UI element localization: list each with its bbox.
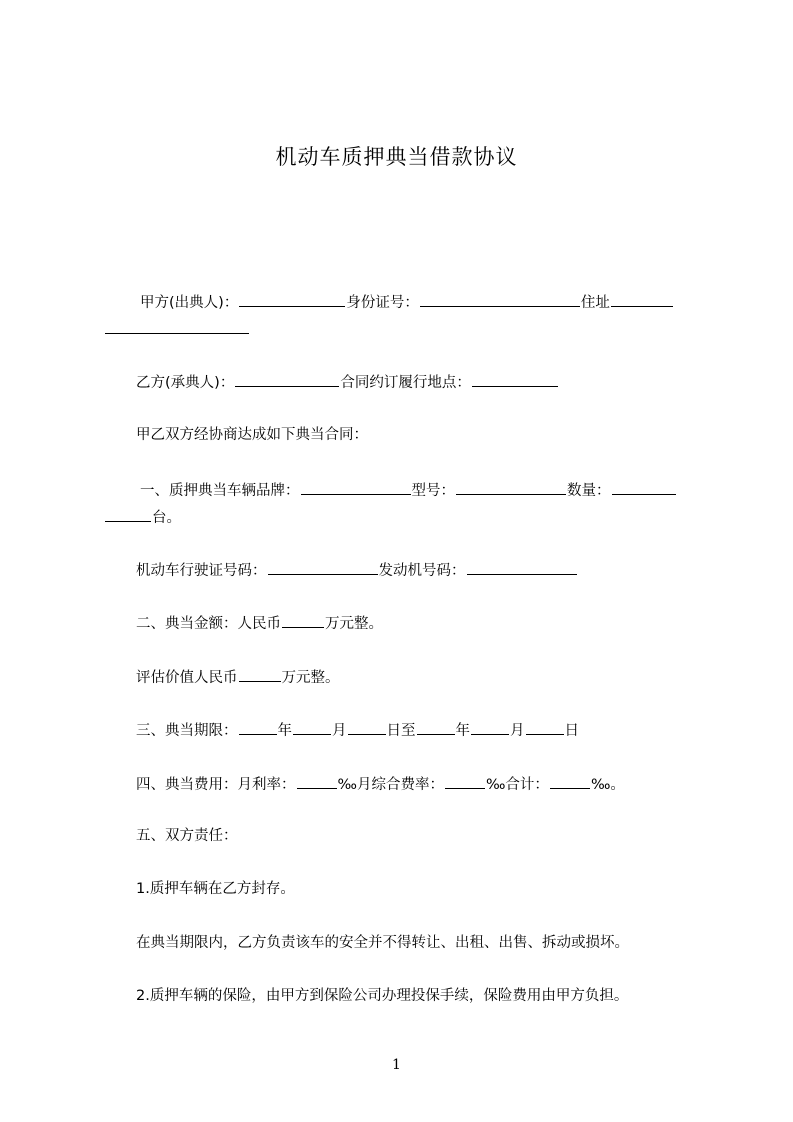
- period-end-year-blank: [417, 719, 455, 735]
- party-b-name-blank: [235, 371, 339, 387]
- party-b-place-label: 合同约订履行地点：: [340, 375, 471, 391]
- party-a-label: 甲方(出典人)：: [140, 295, 239, 311]
- valuation-blank: [239, 666, 281, 682]
- amount-line: [136, 612, 383, 634]
- clause1-detail-line: [136, 933, 629, 953]
- party-a-address-blank: [611, 291, 673, 307]
- amount-unit: 万元整。: [325, 616, 383, 632]
- page-number: 1: [392, 1057, 401, 1073]
- item1-quantity-blank-continued: [105, 506, 151, 522]
- clause2-line: [136, 986, 628, 1006]
- party-a-id-label: 身份证号：: [346, 295, 419, 311]
- party-b-place-blank: [472, 371, 558, 387]
- fees-label: 四、典当费用：月利率：: [136, 777, 296, 793]
- vehicle-engine-blank: [467, 559, 577, 575]
- intro-line: [136, 425, 368, 445]
- clause2-text: 2.质押车辆的保险，由甲方到保险公司办理投保手续，保险费用由甲方负担。: [136, 988, 629, 1004]
- valuation-unit: 万元整。: [281, 670, 340, 686]
- item1-unit: 台。: [152, 510, 181, 526]
- item1-brand-blank: [301, 479, 411, 495]
- period-month-1: 月: [332, 723, 347, 739]
- party-a-line: [140, 291, 674, 313]
- party-a-line-continued: [104, 318, 250, 340]
- fees-rate2-suffix: ‰合计：: [485, 777, 549, 793]
- period-label: 三、典当期限：: [136, 723, 238, 739]
- valuation-label: 评估价值人民币: [136, 670, 238, 686]
- clause1-detail-text: 在典当期限内，乙方负责该车的安全并不得转让、出租、出售、拆动或损坏。: [136, 935, 629, 951]
- item1-line-continued: [104, 506, 181, 528]
- fees-rate-suffix: ‰月综合费率：: [337, 777, 444, 793]
- period-end-day-blank: [526, 719, 564, 735]
- amount-blank: [282, 612, 324, 628]
- item1-model-blank: [456, 479, 566, 495]
- responsibilities-heading-line: [136, 826, 238, 846]
- vehicle-engine-label: 发动机号码：: [378, 563, 466, 579]
- item1-model-label: 型号：: [411, 483, 455, 499]
- period-year-1: 年: [277, 723, 292, 739]
- period-day-2: 日: [564, 723, 579, 739]
- period-month-2: 月: [510, 723, 525, 739]
- fees-composite-rate-blank: [445, 773, 485, 789]
- vehicle-ids-line: [136, 559, 578, 581]
- item1-line: [140, 479, 677, 501]
- fees-line: [136, 773, 625, 795]
- party-a-name-blank: [239, 291, 345, 307]
- vehicle-license-blank: [268, 559, 378, 575]
- fees-monthly-rate-blank: [297, 773, 337, 789]
- party-a-address-blank-continued: [105, 318, 249, 334]
- fees-total-blank: [550, 773, 590, 789]
- item1-quantity-label: 数量：: [567, 483, 611, 499]
- clause1-text: 1.质押车辆在乙方封存。: [136, 881, 295, 897]
- period-line: [136, 719, 579, 741]
- item1-quantity-blank: [612, 479, 676, 495]
- valuation-line: [136, 666, 340, 688]
- period-end-month-blank: [471, 719, 509, 735]
- intro-text: 甲乙双方经协商达成如下典当合同：: [136, 427, 368, 443]
- period-to: 日至: [386, 723, 416, 739]
- period-start-year-blank: [239, 719, 277, 735]
- period-year-2: 年: [455, 723, 470, 739]
- clause1-line: [136, 879, 295, 899]
- party-b-line: [136, 371, 559, 393]
- party-b-label: 乙方(承典人)：: [136, 375, 235, 391]
- amount-label: 二、典当金额：人民币: [136, 616, 281, 632]
- responsibilities-heading: 五、双方责任：: [136, 828, 238, 844]
- period-start-day-blank: [348, 719, 386, 735]
- fees-total-suffix: ‰。: [590, 777, 625, 793]
- party-a-id-blank: [420, 291, 580, 307]
- period-start-month-blank: [293, 719, 331, 735]
- vehicle-license-label: 机动车行驶证号码：: [136, 563, 267, 579]
- item1-brand-label: 一、质押典当车辆品牌：: [140, 483, 300, 499]
- document-title: 机动车质押典当借款协议: [275, 145, 518, 169]
- party-a-address-label: 住址: [580, 295, 610, 311]
